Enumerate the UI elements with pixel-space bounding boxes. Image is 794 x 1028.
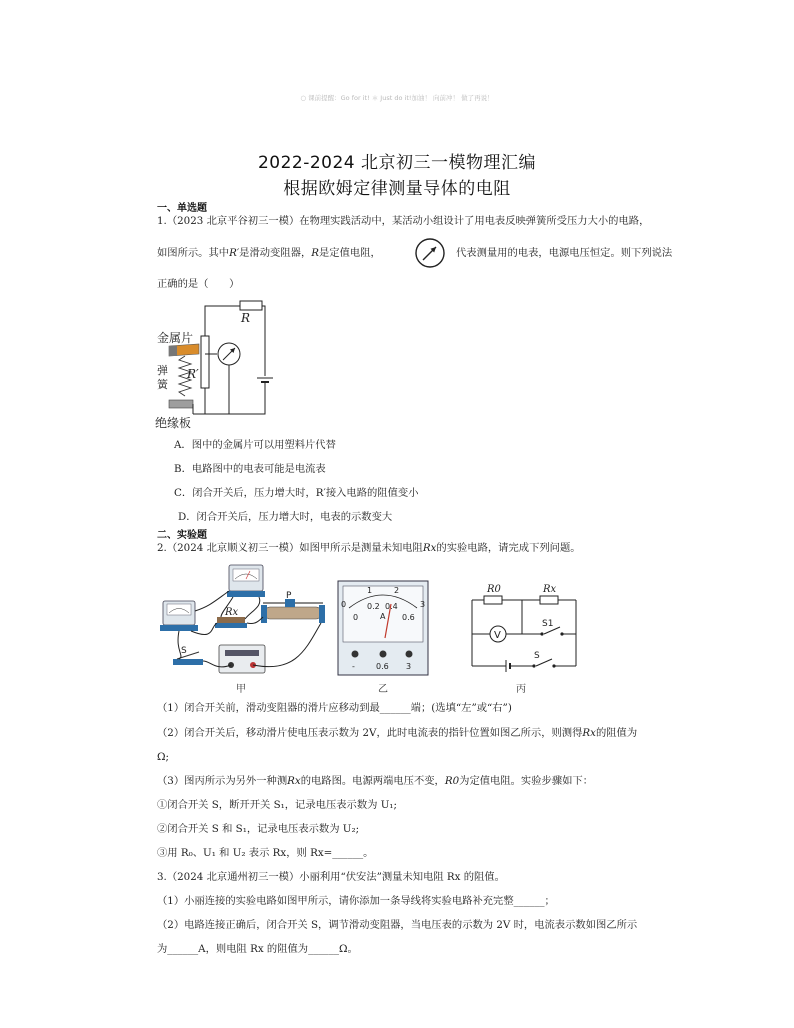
q3-sub-2b: 为______A，则电阻 Rx 的阻值为______Ω。 xyxy=(157,943,358,955)
q2-sub-1: （1）闭合开关前，滑动变阻器的滑片应移动到最______端；(选填“左”或“右”) xyxy=(157,702,512,714)
watermark: ○ 课前提醒：Go for it! ＊ Just do it!加油！ 向前冲！ 做了再说！ xyxy=(300,94,494,102)
yi-top-1: 1 xyxy=(367,586,373,595)
fig-jia-apparatus xyxy=(155,561,325,681)
q1-option-c[interactable]: C．闭合开关后，压力增大时，R′接入电路的阻值变小 xyxy=(174,487,419,499)
q2-sub-2-unit: Ω; xyxy=(157,751,170,763)
jia-label-rx: Rx xyxy=(225,607,239,618)
bing-label-v: V xyxy=(494,630,501,641)
fig-label-yi: 乙 xyxy=(378,684,388,695)
q2-step-1: ①闭合开关 S，断开开关 S₁，记录电压表示数为 U₁; xyxy=(157,799,397,811)
label-metal: 金属片 xyxy=(157,331,194,345)
yi-bottom-1: 0.2 xyxy=(367,602,380,611)
q2-line-1: 2.（2024 北京顺义初三一模）如图甲所示是测量未知电阻Rx的实验电路，请完成下列问题。 xyxy=(157,542,581,554)
q1-line-3: 正确的是（ ） xyxy=(157,278,240,290)
label-spring-1: 弹 xyxy=(157,364,168,377)
yi-top-2: 2 xyxy=(394,586,400,595)
q3-line-1: 3.（2024 北京通州初三一模）小丽利用“伏安法”测量未知电阻 Rx 的阻值。 xyxy=(157,871,505,883)
title-line-1: 2022-2024 北京初三一模物理汇编 xyxy=(257,153,537,173)
yi-term-neg: - xyxy=(352,662,355,671)
q1-option-a[interactable]: A．图中的金属片可以用塑料片代替 xyxy=(174,439,336,451)
yi-term-3: 3 xyxy=(406,662,412,671)
label-insulation: 绝缘板 xyxy=(155,416,192,430)
yi-bottom-3: 0.6 xyxy=(402,613,415,622)
q1-circuit-figure xyxy=(155,296,285,431)
jia-label-p: P xyxy=(286,591,292,601)
section-single-choice: 一、单选题 xyxy=(157,203,207,214)
bing-label-r0: R0 xyxy=(487,584,501,595)
bing-label-s1: S1 xyxy=(542,619,554,629)
meter-symbol-icon xyxy=(414,237,446,273)
fig-label-bing: 丙 xyxy=(516,684,526,695)
q1-option-b[interactable]: B．电路图中的电表可能是电流表 xyxy=(174,463,326,475)
q2-sub-2: （2）闭合开关后，移动滑片使电压表示数为 2V，此时电流表的指针位置如图乙所示，则测得Rx的阻值为 xyxy=(157,727,638,739)
fig-label-jia: 甲 xyxy=(236,684,246,695)
q1-line-2: 如图所示。其中R′是滑动变阻器，R是定值电阻， xyxy=(157,247,381,259)
q1-line-2-tail: 代表测量用的电表，电源电压恒定。则下列说法 xyxy=(456,247,673,259)
yi-top-0: 0 xyxy=(341,600,347,609)
yi-bottom-2: 0.4 xyxy=(385,602,398,611)
jia-label-s: S xyxy=(181,646,187,656)
q3-sub-1: （1）小丽连接的实验电路如图甲所示，请你添加一条导线将实验电路补充完整______； xyxy=(157,895,555,907)
bing-label-s: S xyxy=(534,651,540,661)
q2-step-3: ③用 R₀、U₁ 和 U₂ 表示 Rx，则 Rx=______。 xyxy=(157,847,374,859)
label-R: R xyxy=(241,311,251,325)
q1-line-1: 1.（2023 北京平谷初三一模）在物理实践活动中，某活动小组设计了用电表反映弹簧所受压力大小的电路， xyxy=(157,215,650,227)
yi-bottom-0: 0 xyxy=(353,613,359,622)
bing-label-rx: Rx xyxy=(543,584,557,595)
fig-bing-circuit xyxy=(468,580,586,672)
fig-yi-ammeter xyxy=(337,580,429,676)
q1-option-d[interactable]: D．闭合开关后，压力增大时，电表的示数变大 xyxy=(178,511,393,523)
yi-term-06: 0.6 xyxy=(376,662,389,671)
q2-sub-3: （3）图丙所示为另外一种测Rx的电路图。电源两端电压不变，R0为定值电阻。实验步骤如下： xyxy=(157,775,594,787)
label-spring-2: 簧 xyxy=(157,378,168,391)
label-Rprime: R′ xyxy=(187,367,199,381)
title-line-2: 根据欧姆定律测量导体的电阻 xyxy=(283,179,511,199)
yi-unit: A xyxy=(380,612,386,621)
section-experiment: 二、实验题 xyxy=(157,530,207,541)
yi-top-3: 3 xyxy=(420,600,426,609)
q3-sub-2: （2）电路连接正确后，闭合开关 S，调节滑动变阻器，当电压表的示数为 2V 时，电流表示数如图乙所示 xyxy=(157,919,638,931)
q2-step-2: ②闭合开关 S 和 S₁，记录电压表示数为 U₂; xyxy=(157,823,360,835)
